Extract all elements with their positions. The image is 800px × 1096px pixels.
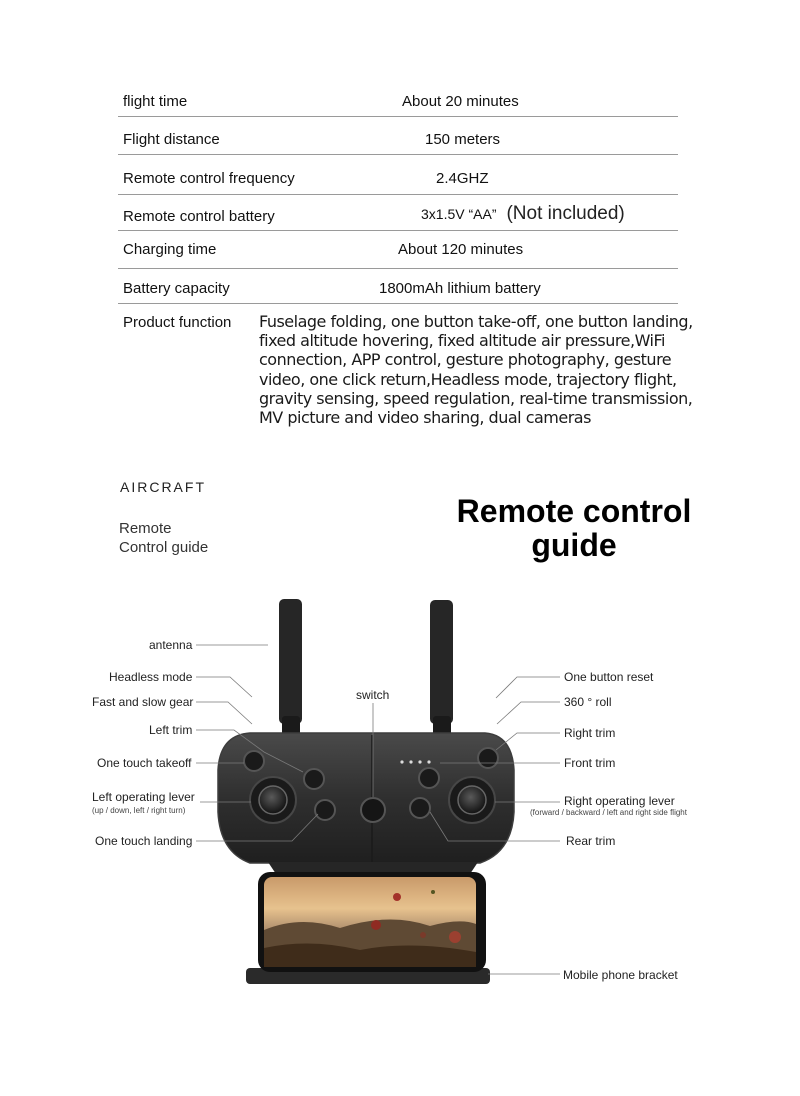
landing-button	[315, 800, 335, 820]
label-left-lever: Left operating lever	[92, 790, 195, 804]
right-antenna	[430, 600, 453, 724]
power-switch	[361, 798, 385, 822]
function-line: connection, APP control, gesture photography, gesture	[259, 350, 672, 370]
label-left-lever-note: (up / down, left / right turn)	[92, 806, 186, 815]
balloon-icon	[371, 920, 381, 930]
spec-value: 1800mAh lithium battery	[379, 280, 541, 297]
right-stick	[458, 786, 486, 814]
label-rear-trim: Rear trim	[566, 834, 616, 848]
subtitle-line-2: Control guide	[119, 539, 209, 556]
balloon-icon	[393, 893, 401, 901]
balloon-icon	[449, 931, 461, 943]
battery-type: 3x1.5V “AA”	[421, 206, 497, 222]
label-speed-gear: Fast and slow gear	[92, 695, 194, 709]
label-right-trim: Right trim	[564, 726, 616, 740]
spec-label: Remote control frequency	[123, 170, 295, 187]
label-antenna: antenna	[149, 638, 193, 652]
balloon-icon	[431, 890, 435, 894]
balloon-icon	[420, 932, 426, 938]
front-trim-button	[419, 768, 439, 788]
label-right-lever: Right operating lever	[564, 794, 675, 808]
label-landing: One touch landing	[95, 834, 193, 848]
indicator-dot	[400, 760, 403, 763]
product-function-label: Product function	[123, 314, 232, 331]
label-roll: 360 ° roll	[564, 695, 612, 709]
function-line: fixed altitude hovering, fixed altitude air pressure,WiFi	[259, 331, 665, 351]
spec-label: Charging time	[123, 241, 217, 258]
label-phone-bracket: Mobile phone bracket	[563, 968, 678, 982]
label-reset: One button reset	[564, 670, 654, 684]
spec-value: About 120 minutes	[398, 241, 524, 258]
label-switch: switch	[356, 688, 390, 702]
label-takeoff: One touch takeoff	[97, 756, 192, 770]
battery-note: (Not included)	[506, 203, 625, 224]
rear-trim-button	[410, 798, 430, 818]
title-line-2: guide	[531, 527, 617, 563]
reset-button	[478, 748, 498, 768]
left-stick	[259, 786, 287, 814]
function-line: Fuselage folding, one button take-off, one button landing,	[259, 312, 693, 331]
indicator-dot	[409, 760, 412, 763]
function-line: video, one click return,Headless mode, trajectory flight,	[259, 369, 677, 389]
spec-label: Remote control battery	[123, 208, 275, 225]
subtitle-line-1: Remote	[119, 520, 172, 537]
takeoff-button	[244, 751, 264, 771]
label-front-trim: Front trim	[564, 756, 616, 770]
function-line: gravity sensing, speed regulation, real-time transmission,	[259, 388, 693, 408]
title-line-1: Remote control	[456, 493, 692, 529]
label-left-trim: Left trim	[149, 723, 193, 737]
brand-logo: AIRCRAFT	[120, 479, 206, 495]
spec-label: flight time	[123, 93, 188, 110]
indicator-dot	[427, 760, 430, 763]
spec-value: 2.4GHZ	[436, 170, 489, 187]
spec-value: About 20 minutes	[402, 93, 519, 110]
left-trim-button	[304, 769, 324, 789]
spec-label: Battery capacity	[123, 280, 230, 297]
spec-value: 150 meters	[425, 131, 501, 148]
indicator-dot	[418, 760, 421, 763]
label-right-lever-note: (forward / backward / left and right side flight	[530, 808, 687, 817]
spec-label: Flight distance	[123, 131, 220, 148]
label-headless-mode: Headless mode	[109, 670, 193, 684]
function-line: MV picture and video sharing, dual cameras	[259, 408, 591, 428]
left-antenna	[279, 599, 302, 724]
